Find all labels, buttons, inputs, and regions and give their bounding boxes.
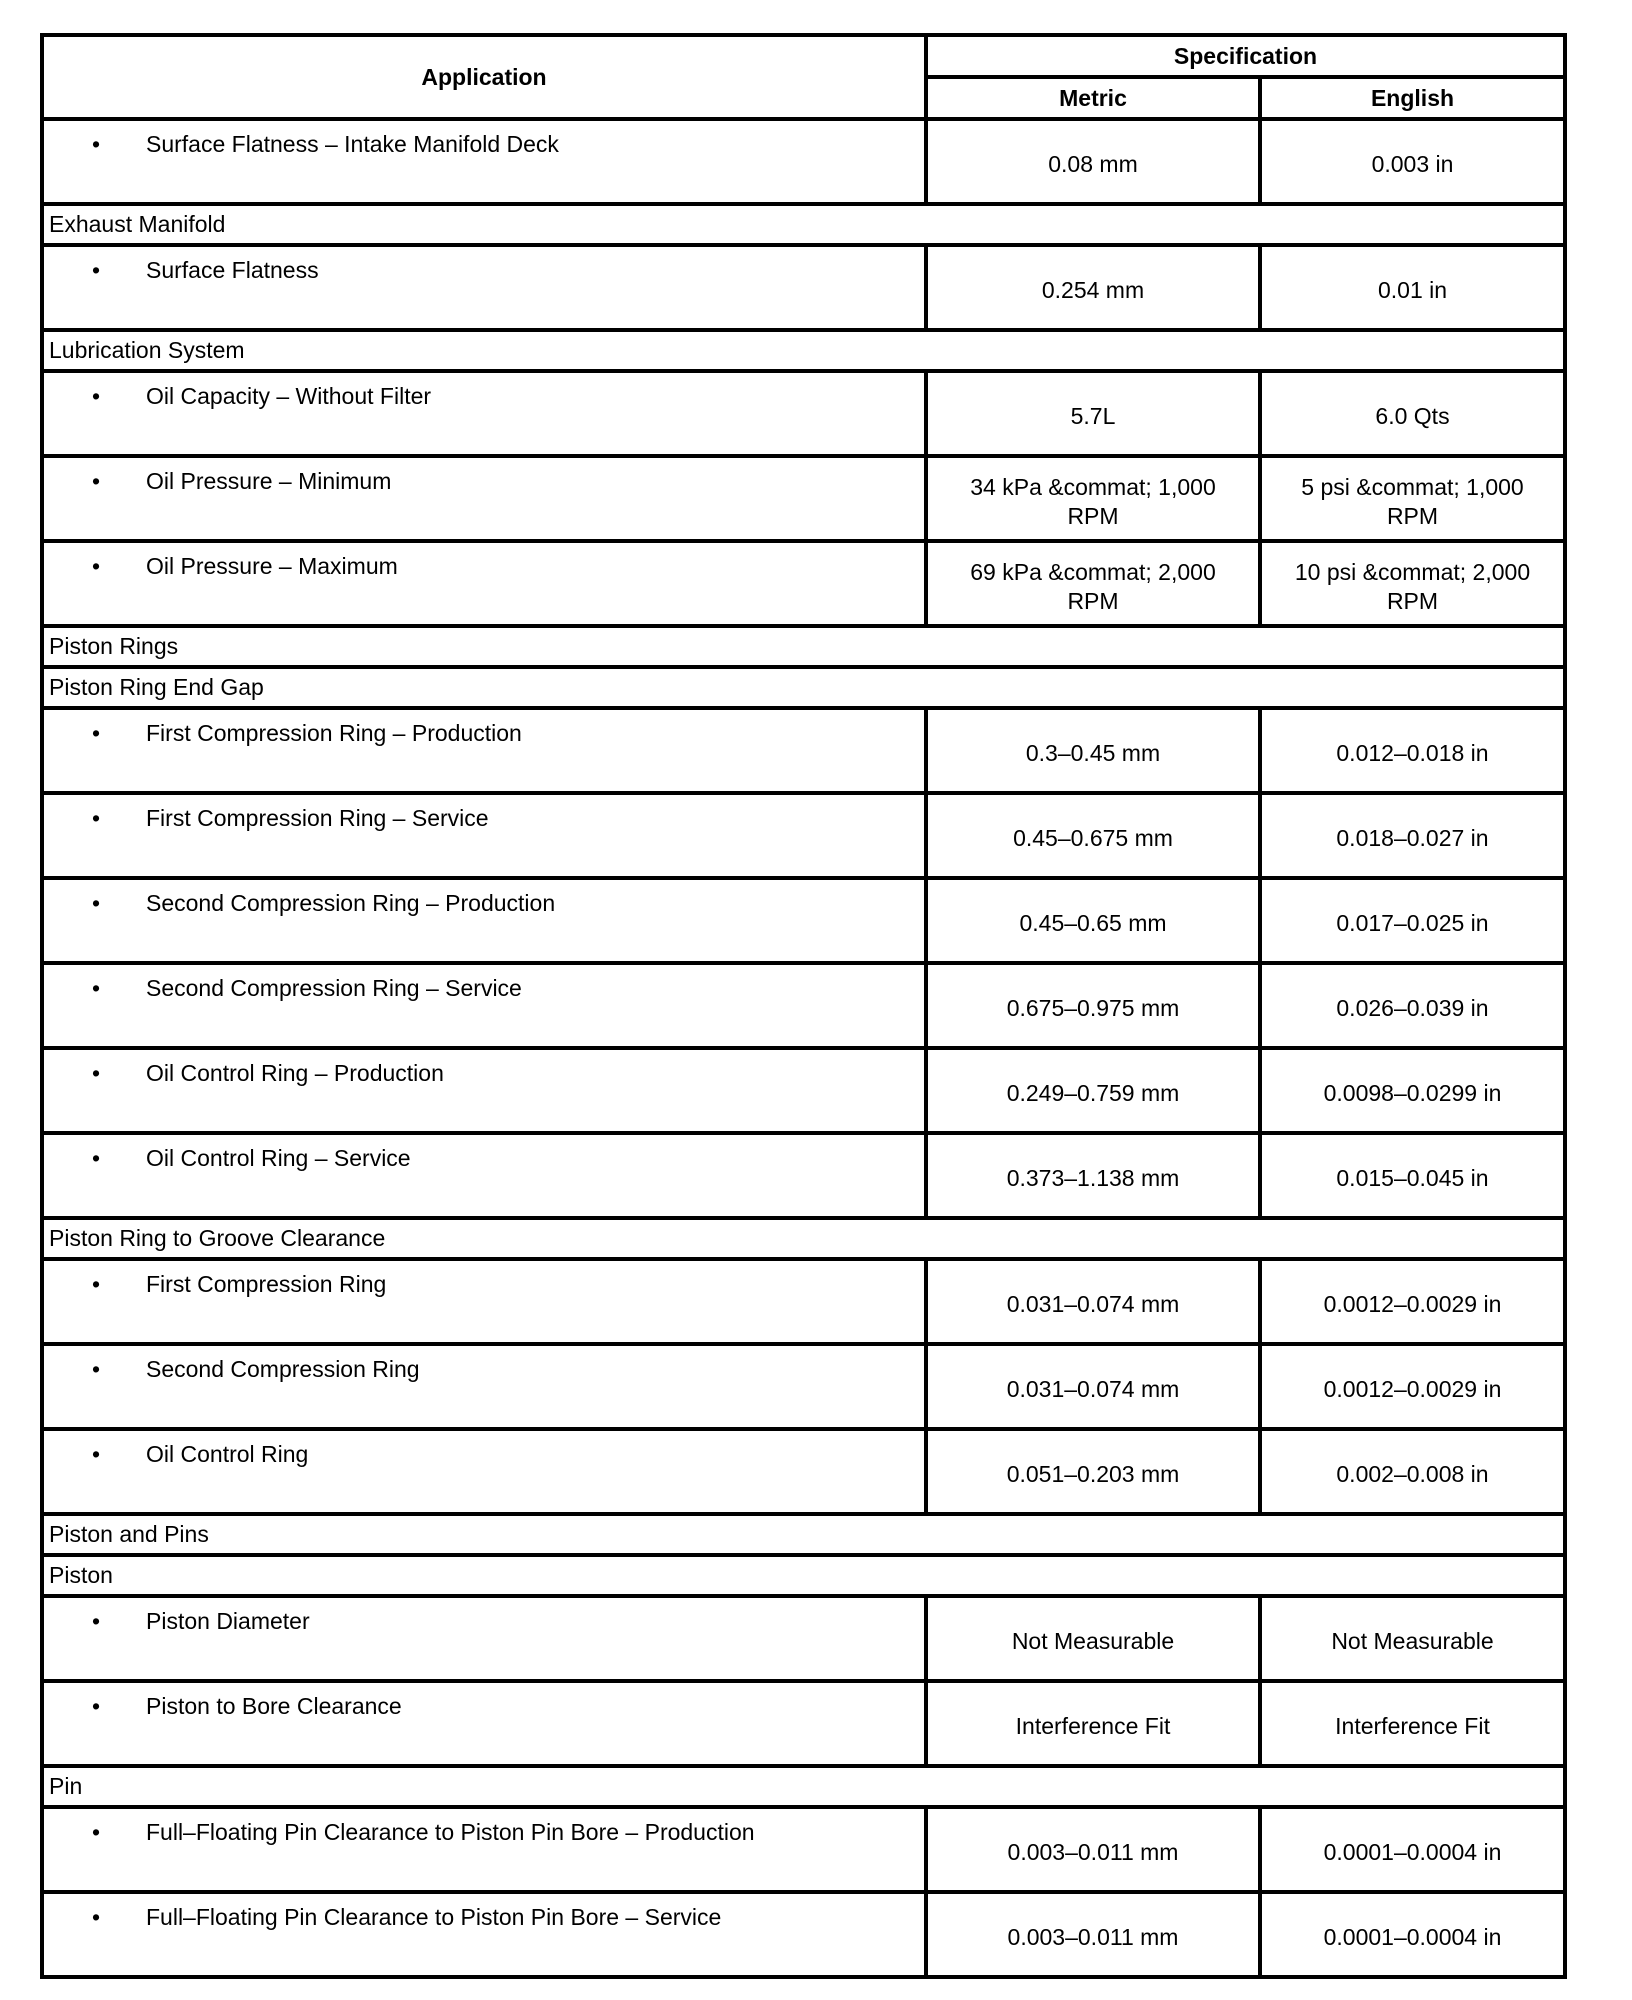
table-row [42,963,1565,1048]
bullet-icon: • [91,131,101,157]
table-row [42,245,1565,330]
application-cell [42,456,926,541]
application-label: Full–Floating Pin Clearance to Piston Pin Bore – Service [146,1904,722,1930]
specification-table-body [42,119,1565,1977]
english-value: 0.003 in [1260,119,1565,204]
metric-value: 0.3–0.45 mm [926,708,1260,793]
table-row [42,456,1565,541]
english-value: 5 psi &commat; 1,000 RPM [1260,456,1565,541]
metric-value: 5.7L [926,371,1260,456]
section-title: Exhaust Manifold [42,204,1565,245]
section-title: Piston Ring to Groove Clearance [42,1218,1565,1259]
application-cell [42,1344,926,1429]
english-header: English [1260,77,1565,119]
application-cell [42,1596,926,1681]
bullet-icon: • [91,1819,101,1845]
application-label: First Compression Ring – Service [146,805,489,831]
table-row [42,793,1565,878]
bullet-icon: • [91,890,101,916]
table-row [42,119,1565,204]
section-title: Pin [42,1766,1565,1807]
application-cell [42,1259,926,1344]
application-cell [42,708,926,793]
bullet-icon: • [91,383,101,409]
table-row [42,1892,1565,1977]
table-row [42,1259,1565,1344]
english-value: 0.002–0.008 in [1260,1429,1565,1514]
english-value: 0.01 in [1260,245,1565,330]
english-value: 6.0 Qts [1260,371,1565,456]
english-value: 0.0012–0.0029 in [1260,1344,1565,1429]
application-cell [42,1681,926,1766]
metric-value: 0.373–1.138 mm [926,1133,1260,1218]
metric-value: 0.45–0.65 mm [926,878,1260,963]
application-label: Piston Diameter [146,1608,310,1634]
section-title: Piston and Pins [42,1514,1565,1555]
section-row [42,1218,1565,1259]
application-cell [42,1807,926,1892]
metric-value: 0.031–0.074 mm [926,1344,1260,1429]
metric-value: 0.08 mm [926,119,1260,204]
application-label: Oil Capacity – Without Filter [146,383,432,409]
application-cell [42,245,926,330]
bullet-icon: • [91,1441,101,1467]
metric-value: 0.051–0.203 mm [926,1429,1260,1514]
table-row [42,708,1565,793]
application-label: Oil Pressure – Minimum [146,468,392,494]
application-cell [42,371,926,456]
section-title: Lubrication System [42,330,1565,371]
english-value: 0.0098–0.0299 in [1260,1048,1565,1133]
application-label: Oil Control Ring – Production [146,1060,444,1086]
specification-header: Specification [926,35,1565,77]
metric-value: 0.675–0.975 mm [926,963,1260,1048]
application-label: Surface Flatness [146,257,319,283]
application-label: First Compression Ring [146,1271,387,1297]
application-label: Surface Flatness – Intake Manifold Deck [146,131,559,157]
bullet-icon: • [91,1356,101,1382]
bullet-icon: • [91,257,101,283]
bullet-icon: • [91,468,101,494]
metric-value: 69 kPa &commat; 2,000 RPM [926,541,1260,626]
application-label: Oil Control Ring [146,1441,309,1467]
bullet-icon: • [91,1693,101,1719]
bullet-icon: • [91,553,101,579]
table-row [42,1344,1565,1429]
metric-value: 0.45–0.675 mm [926,793,1260,878]
metric-value: 34 kPa &commat; 1,000 RPM [926,456,1260,541]
table-row [42,1807,1565,1892]
bullet-icon: • [91,1608,101,1634]
application-cell [42,1133,926,1218]
english-value: 0.018–0.027 in [1260,793,1565,878]
application-header: Application [42,35,926,119]
application-cell [42,119,926,204]
section-title: Piston Ring End Gap [42,667,1565,708]
section-row [42,330,1565,371]
bullet-icon: • [91,805,101,831]
metric-header: Metric [926,77,1260,119]
bullet-icon: • [91,975,101,1001]
english-value: 0.0012–0.0029 in [1260,1259,1565,1344]
table-row [42,1429,1565,1514]
application-label: Oil Pressure – Maximum [146,553,398,579]
application-cell [42,1892,926,1977]
english-value: 10 psi &commat; 2,000 RPM [1260,541,1565,626]
table-row [42,1596,1565,1681]
metric-value: Not Measurable [926,1596,1260,1681]
table-row [42,878,1565,963]
section-row [42,1555,1565,1596]
application-cell [42,878,926,963]
section-row [42,204,1565,245]
table-row [42,1048,1565,1133]
application-label: Second Compression Ring [146,1356,420,1382]
application-cell [42,963,926,1048]
application-label: Oil Control Ring – Service [146,1145,411,1171]
english-value: 0.012–0.018 in [1260,708,1565,793]
application-cell [42,1048,926,1133]
metric-value: 0.031–0.074 mm [926,1259,1260,1344]
application-label: Piston to Bore Clearance [146,1693,402,1719]
section-title: Piston Rings [42,626,1565,667]
section-row [42,1514,1565,1555]
english-value: 0.0001–0.0004 in [1260,1807,1565,1892]
application-label: First Compression Ring – Production [146,720,522,746]
bullet-icon: • [91,720,101,746]
bullet-icon: • [91,1904,101,1930]
header-row-top [42,35,1565,77]
english-value: 0.026–0.039 in [1260,963,1565,1048]
section-title: Piston [42,1555,1565,1596]
english-value: 0.015–0.045 in [1260,1133,1565,1218]
metric-value: Interference Fit [926,1681,1260,1766]
bullet-icon: • [91,1060,101,1086]
bullet-icon: • [91,1145,101,1171]
english-value: Interference Fit [1260,1681,1565,1766]
application-cell [42,541,926,626]
table-row [42,371,1565,456]
metric-value: 0.254 mm [926,245,1260,330]
english-value: 0.0001–0.0004 in [1260,1892,1565,1977]
application-cell [42,1429,926,1514]
bullet-icon: • [91,1271,101,1297]
metric-value: 0.249–0.759 mm [926,1048,1260,1133]
table-row [42,1133,1565,1218]
table-row [42,1681,1565,1766]
application-label: Second Compression Ring – Production [146,890,556,916]
specification-table [40,33,1567,1979]
section-row [42,667,1565,708]
metric-value: 0.003–0.011 mm [926,1892,1260,1977]
application-cell [42,793,926,878]
english-value: 0.017–0.025 in [1260,878,1565,963]
section-row [42,1766,1565,1807]
section-row [42,626,1565,667]
english-value: Not Measurable [1260,1596,1565,1681]
application-label: Second Compression Ring – Service [146,975,522,1001]
application-label: Full–Floating Pin Clearance to Piston Pin Bore – Production [146,1819,755,1845]
metric-value: 0.003–0.011 mm [926,1807,1260,1892]
table-row [42,541,1565,626]
